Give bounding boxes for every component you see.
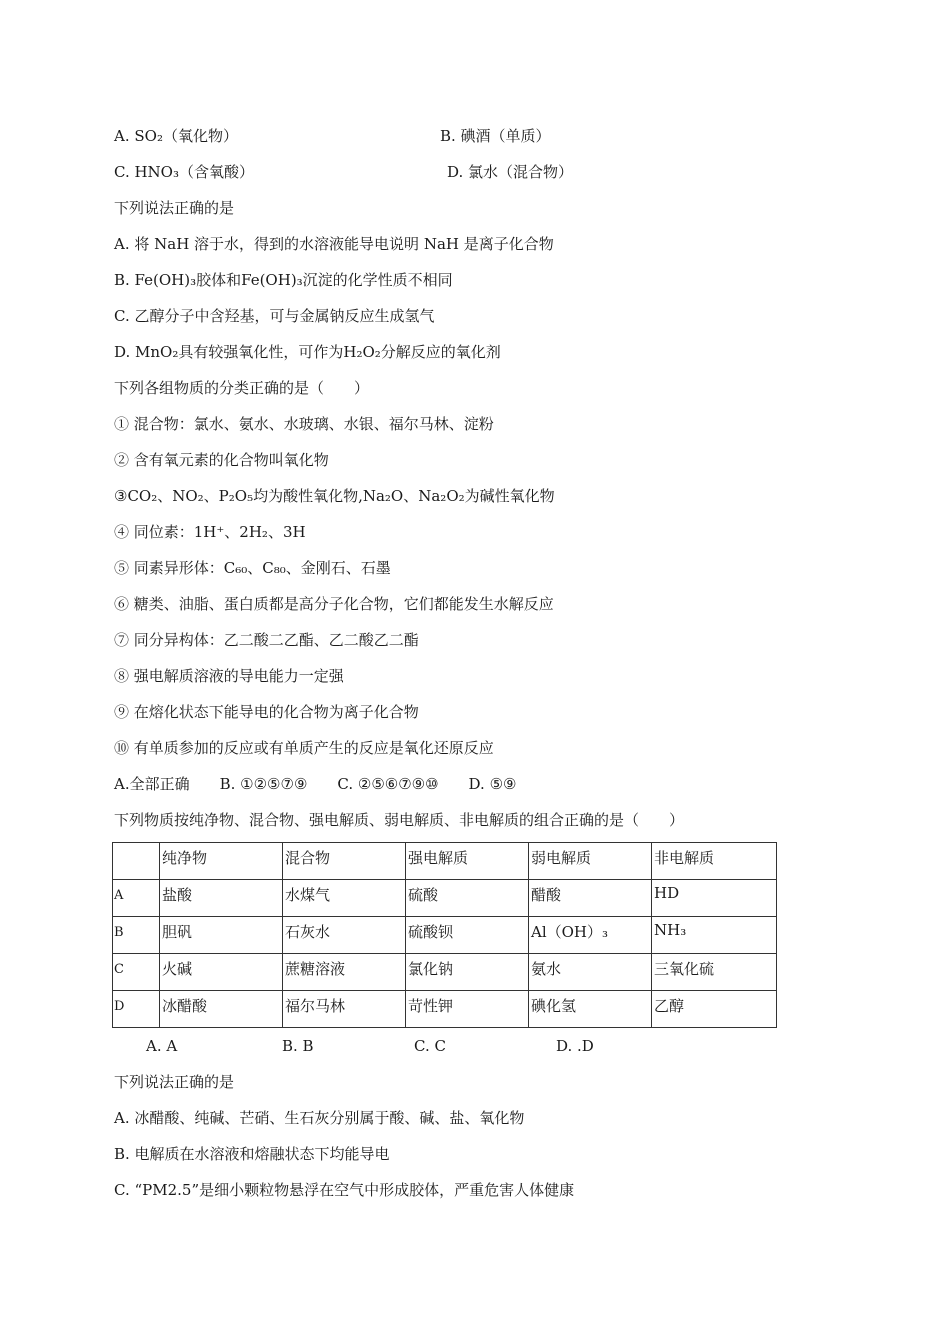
table-cell: 福尔马林	[283, 991, 406, 1028]
q3-answer-c: C. C	[414, 1037, 446, 1055]
q2-stem: 下列各组物质的分类正确的是（ ）	[114, 379, 370, 397]
table-cell: 胆矾	[160, 917, 283, 954]
table-row	[113, 954, 777, 991]
table-cell: 氨水	[529, 954, 652, 991]
table-cell: 苛性钾	[406, 991, 529, 1028]
table-cell: HD	[652, 880, 777, 917]
table-header-cell: 非电解质	[652, 843, 777, 880]
classification-table	[112, 842, 777, 1028]
q4-option-c: C. “PM2.5”是细小颗粒物悬浮在空气中形成胶体，严重危害人体健康	[114, 1181, 575, 1199]
q2-item-8: ⑧ 强电解质溶液的导电能力一定强	[114, 667, 344, 685]
q2-item-5: ⑤ 同素异形体：C₆₀、C₈₀、金刚石、石墨	[114, 559, 391, 577]
table-cell: 氯化钠	[406, 954, 529, 991]
table-row	[113, 917, 777, 954]
q0-option-d: D. 氯水（混合物）	[447, 163, 574, 181]
table-cell: 乙醇	[652, 991, 777, 1028]
table-row	[113, 991, 777, 1028]
table-cell: 冰醋酸	[160, 991, 283, 1028]
table-header-row	[113, 843, 777, 880]
q2-item-1: ① 混合物：氯水、氨水、水玻璃、水银、福尔马林、淀粉	[114, 415, 494, 433]
q2-item-2: ② 含有氧元素的化合物叫氧化物	[114, 451, 329, 469]
row-key-cell: A	[113, 880, 160, 917]
q3-answer-d: D. .D	[556, 1037, 594, 1055]
table-cell: 硫酸	[406, 880, 529, 917]
table-header-cell: 混合物	[283, 843, 406, 880]
q4-option-b: B. 电解质在水溶液和熔融状态下均能导电	[114, 1145, 390, 1163]
q2-item-4: ④ 同位素：1H⁺、2H₂、3H	[114, 523, 306, 541]
table-cell: Al（OH）₃	[529, 917, 652, 954]
q1-option-c: C. 乙醇分子中含羟基，可与金属钠反应生成氢气	[114, 307, 435, 325]
q2-item-7: ⑦ 同分异构体：乙二酸二乙酯、乙二酸乙二酯	[114, 631, 419, 649]
q2-item-9: ⑨ 在熔化状态下能导电的化合物为离子化合物	[114, 703, 419, 721]
q0-option-a: A. SO₂（氧化物）	[114, 127, 238, 145]
table-cell: 三氧化硫	[652, 954, 777, 991]
q1-stem: 下列说法正确的是	[114, 199, 235, 217]
q2-options: A.全部正确 B. ①②⑤⑦⑨ C. ②⑤⑥⑦⑨⑩ D. ⑤⑨	[114, 775, 517, 793]
table-header-cell: 纯净物	[160, 843, 283, 880]
q2-item-6: ⑥ 糖类、油脂、蛋白质都是高分子化合物，它们都能发生水解反应	[114, 595, 554, 613]
table-header-cell: 弱电解质	[529, 843, 652, 880]
q3-answer-b: B. B	[282, 1037, 314, 1055]
table-header-cell	[113, 843, 160, 880]
table-cell: 碘化氢	[529, 991, 652, 1028]
table-cell: 蔗糖溶液	[283, 954, 406, 991]
table-cell: 石灰水	[283, 917, 406, 954]
row-key-cell: B	[113, 917, 160, 954]
table-header-cell: 强电解质	[406, 843, 529, 880]
q1-option-d: D. MnO₂具有较强氧化性，可作为H₂O₂分解反应的氧化剂	[114, 343, 501, 361]
q1-option-a: A. 将 NaH 溶于水，得到的水溶液能导电说明 NaH 是离子化合物	[114, 235, 554, 253]
table-cell: 硫酸钡	[406, 917, 529, 954]
q2-item-3: ③CO₂、NO₂、P₂O₅均为酸性氧化物,Na₂O、Na₂O₂为碱性氧化物	[114, 487, 555, 505]
table-cell: NH₃	[652, 917, 777, 954]
q3-stem: 下列物质按纯净物、混合物、强电解质、弱电解质、非电解质的组合正确的是（ ）	[114, 811, 685, 829]
table-row	[113, 880, 777, 917]
q2-item-10: ⑩ 有单质参加的反应或有单质产生的反应是氧化还原反应	[114, 739, 494, 757]
row-key-cell: D	[113, 991, 160, 1028]
q4-option-a: A. 冰醋酸、纯碱、芒硝、生石灰分别属于酸、碱、盐、氧化物	[114, 1109, 525, 1127]
q1-option-b: B. Fe(OH)₃胶体和Fe(OH)₃沉淀的化学性质不相同	[114, 271, 453, 289]
q3-answer-a: A. A	[146, 1037, 178, 1055]
table-cell: 水煤气	[283, 880, 406, 917]
q4-stem: 下列说法正确的是	[114, 1073, 235, 1091]
q0-option-b: B. 碘酒（单质）	[440, 127, 551, 145]
table-cell: 盐酸	[160, 880, 283, 917]
row-key-cell: C	[113, 954, 160, 991]
table-cell: 醋酸	[529, 880, 652, 917]
table-cell: 火碱	[160, 954, 283, 991]
q0-option-c: C. HNO₃（含氧酸）	[114, 163, 254, 181]
